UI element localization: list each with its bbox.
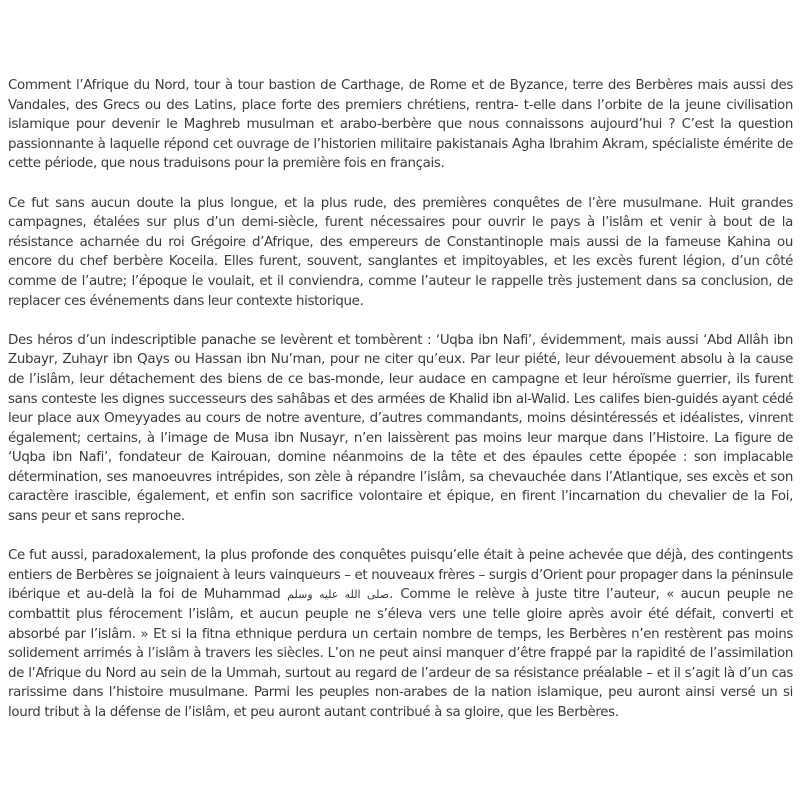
paragraph-assimilation-text-after: . Comme le relève à juste titre l’auteur, « aucun peuple ne combattit plus férocement l’islâm, et aucun peuple ne s’éleva vers une telle gloire après avoir été défait, converti et absorbé par l’islâm. » Et si la fitna ethnique perdura un certain nombre de temps, les Berbères n’en restèrent pas moins solidement arrimés à l’islâm à travers les siècles. L’on ne peut ainsi manquer d’être frappé par la rapidité de l’assimilation de l’Afrique du Nord au sein de la Ummah, surtout au regard de l’ardeur de sa résistance préalable – et il s’agit là d’un cas rarissime dans l’histoire musulmane. Parmi les peuples non-arabes de la nation islamique, peu auront ainsi versé un si lourd tribut à la défense de l’islâm, et peu auront autant contribué à sa gloire, que les Berbères. [8, 587, 793, 720]
paragraph-assimilation-text-before: Ce fut aussi, paradoxalement, la plus profonde des conquêtes puisqu’elle était à peine achevée que déjà, des contingents entiers de Berbères se joignaient à leurs vainqueurs – et nouveaux frères – surgis d’Orient pour propager dans la péninsule ibérique et au-delà la foi de Muhammad [8, 548, 793, 603]
paragraph-campaigns: Ce fut sans aucun doute la plus longue, et la plus rude, des premières conquêtes de l’ère musulmane. Huit grandes campagnes, étalées sur plus d’un demi-siècle, furent nécessaires pour ouvrir le pays à l’islâm et venir à bout de la résistance acharnée du roi Grégoire d’Afrique, des empereurs de Constantinople mais aussi de la fameuse Kahina ou encore du chef berbère Koceila. Elles furent, souvent, sanglantes et impitoyables, et les excès furent légion, d’un côté comme de l’autre; l’époque le voulait, et il conviendra, comme l’auteur le rappelle très justement dans sa conclusion, de replacer ces événements dans leur contexte historique. [8, 195, 793, 309]
paragraph-assimilation [8, 546, 793, 722]
paragraph-heroes: Des héros d’un indescriptible panache se levèrent et tombèrent : ‘Uqba ibn Nafi’, évidemment, mais aussi ‘Abd Allâh ibn Zubayr, Zuhayr ibn Qays ou Hassan ibn Nu’man, pour ne citer qu’eux. Par leur piété, leur dévouement absolu à la cause de l’islâm, leur détachement des biens de ce bas-monde, leur audace en campagne et leur héroïsme guerrier, ils furent sans conteste les dignes successeurs des sahâbas et des armées de Khalid ibn al-Walid. Les califes bien-guidés ayant cédé leur place aux Omeyyades au cours de notre aventure, d’autres commandants, moins désintéressés et idéalistes, vinrent également; certains, à l’image de Musa ibn Nusayr, n’en laissèrent pas moins leur marque dans l’Histoire. La figure de ‘Uqba ibn Nafi’, fondateur de Kairouan, domine néanmoins de la tête et des épaules cette épopée : son implacable détermination, ses manoeuvres intrépides, son zèle à répandre l’islâm, sa chevauchée dans l’Atlantique, ses excès et son caractère irascible, également, et enfin son sacrifice volontaire et épique, en firent l’incarnation du chevalier de la Foi, sans peur et sans reproche. [8, 332, 793, 525]
paragraph-intro: Comment l’Afrique du Nord, tour à tour bastion de Carthage, de Rome et de Byzance, terre des Berbères mais aussi des Vandales, des Grecs ou des Latins, place forte des premiers chrétiens, rentra- t-elle dans l’orbite de la jeune civilisation islamique pour devenir le Maghreb musulman et arabo-berbère que nous connaissons aujourd’hui ? C’est la question passionnante à laquelle répond cet ouvrage de l’historien militaire pakistanais Agha Ibrahim Akram, spécialiste émérite de cette période, que nous traduisons pour la première fois en français. [8, 78, 793, 172]
arabic-eulogy: صلى الله عليه وسلم [287, 588, 390, 602]
